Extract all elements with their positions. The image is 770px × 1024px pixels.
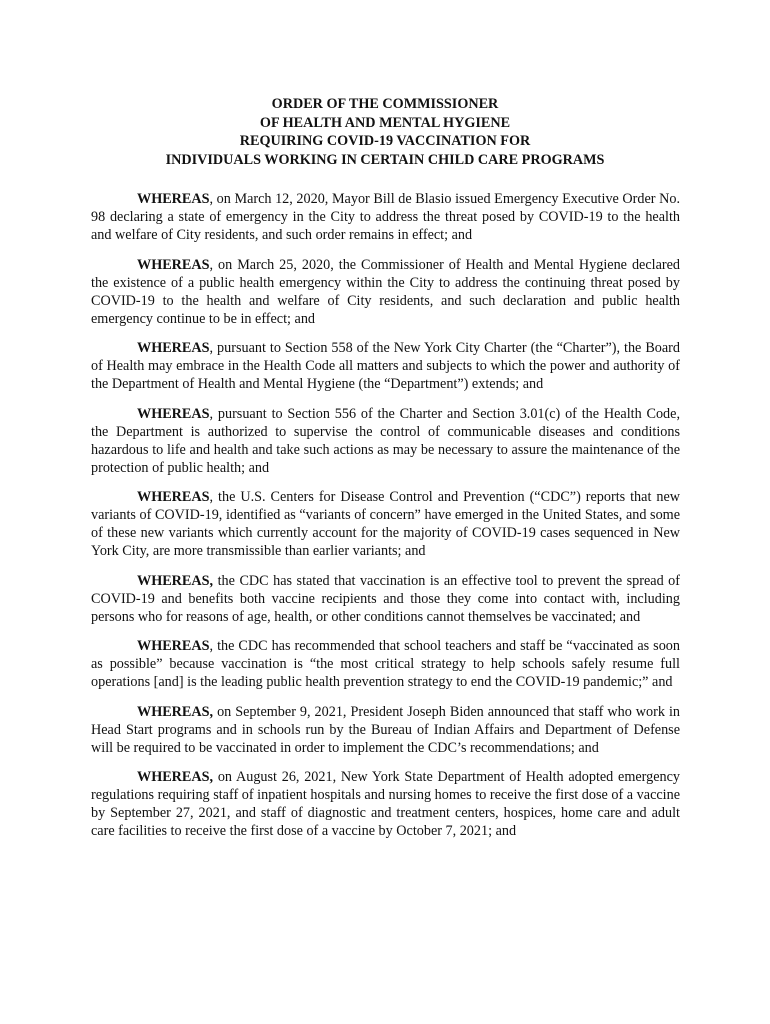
paragraph-text: , on March 25, 2020, the Commissioner of Health and Mental Hygiene declared the existence of a public health emergency within the City to address the continuing threat posed by COVID-19 to the health and welfare of City residents, and such declaration and public health emergency continue to be in effect; and: [91, 256, 680, 327]
paragraph-text: , pursuant to Section 556 of the Charter and Section 3.01(c) of the Health Code, the Department is authorized to supervise the control of communicable diseases and conditions hazardous to life and health and take such actions as may be necessary to assure the maintenance of the protection of public health; and: [91, 405, 680, 476]
whereas-paragraph: [91, 768, 680, 840]
document-title: [0, 95, 770, 169]
paragraph-lead: WHEREAS: [137, 638, 210, 654]
paragraph-lead: WHEREAS: [137, 340, 210, 356]
whereas-paragraph: [91, 703, 680, 757]
paragraph-lead: WHEREAS: [137, 405, 210, 422]
paragraph-text: the CDC has stated that vaccination is an effective tool to prevent the spread of COVID-19 and benefits both vaccine recipients and those they come into contact with, including persons who for reasons of age, health, or other conditions cannot themselves be vaccinated; and: [91, 572, 680, 625]
paragraph-text: , the CDC has recommended that school teachers and staff be “vaccinated as soon as possible” because vaccination is “the most critical strategy to help schools safely resume full operations [and] is the leading public health prevention strategy to end the COVID-19 pandemic;” and: [91, 638, 680, 690]
paragraph-lead: WHEREAS,: [137, 769, 214, 785]
paragraph-text: on September 9, 2021, President Joseph Biden announced that staff who work in Head Start programs and in schools run by the Bureau of Indian Affairs and Department of Defense will be required to be vaccinated in order to implement the CDC’s recommendations; and: [91, 703, 680, 756]
paragraph-text: , on March 12, 2020, Mayor Bill de Blasio issued Emergency Executive Order No. 98 declaring a state of emergency in the City to address the threat posed by COVID-19 to the health and welfare of City residents, and such order remains in effect; and: [91, 191, 680, 243]
paragraph-lead: WHEREAS: [137, 256, 210, 273]
paragraph-lead: WHEREAS,: [137, 572, 214, 589]
whereas-paragraph: [91, 637, 680, 691]
document-body: [91, 190, 680, 852]
title-line: ORDER OF THE COMMISSIONER: [271, 96, 499, 112]
paragraph-text: , pursuant to Section 558 of the New York City Charter (the “Charter”), the Board of Health may embrace in the Health Code all matters and subjects to which the power and authority of the Department of Health and Mental Hygiene (the “Department”) extends; and: [91, 340, 680, 392]
title-line: OF HEALTH AND MENTAL HYGIENE: [259, 114, 511, 131]
whereas-paragraph: [91, 405, 680, 477]
paragraph-text: on August 26, 2021, New York State Department of Health adopted emergency regulations requiring staff of inpatient hospitals and nursing homes to receive the first dose of a vaccine by September 27, 2021, and staff of diagnostic and treatment centers, hospices, home care and adult care facilities to receive the first dose of a vaccine by October 7, 2021; and: [91, 769, 680, 839]
whereas-paragraph: [91, 572, 680, 626]
paragraph-lead: WHEREAS: [137, 191, 210, 207]
paragraph-text: , the U.S. Centers for Disease Control and Prevention (“CDC”) reports that new variants of COVID-19, identified as “variants of concern” have emerged in the United States, and some of these new variants which currently account for the majority of COVID-19 cases sequenced in New York City, are more transmissible than earlier variants; and: [91, 489, 680, 559]
paragraph-lead: WHEREAS: [137, 489, 210, 505]
title-line: REQUIRING COVID-19 VACCINATION FOR: [239, 133, 531, 149]
whereas-paragraph: [91, 488, 680, 560]
paragraph-lead: WHEREAS,: [137, 703, 214, 720]
whereas-paragraph: [91, 339, 680, 393]
whereas-paragraph: [91, 190, 680, 244]
whereas-paragraph: [91, 256, 680, 328]
title-line: INDIVIDUALS WORKING IN CERTAIN CHILD CARE PROGRAMS: [165, 151, 605, 168]
